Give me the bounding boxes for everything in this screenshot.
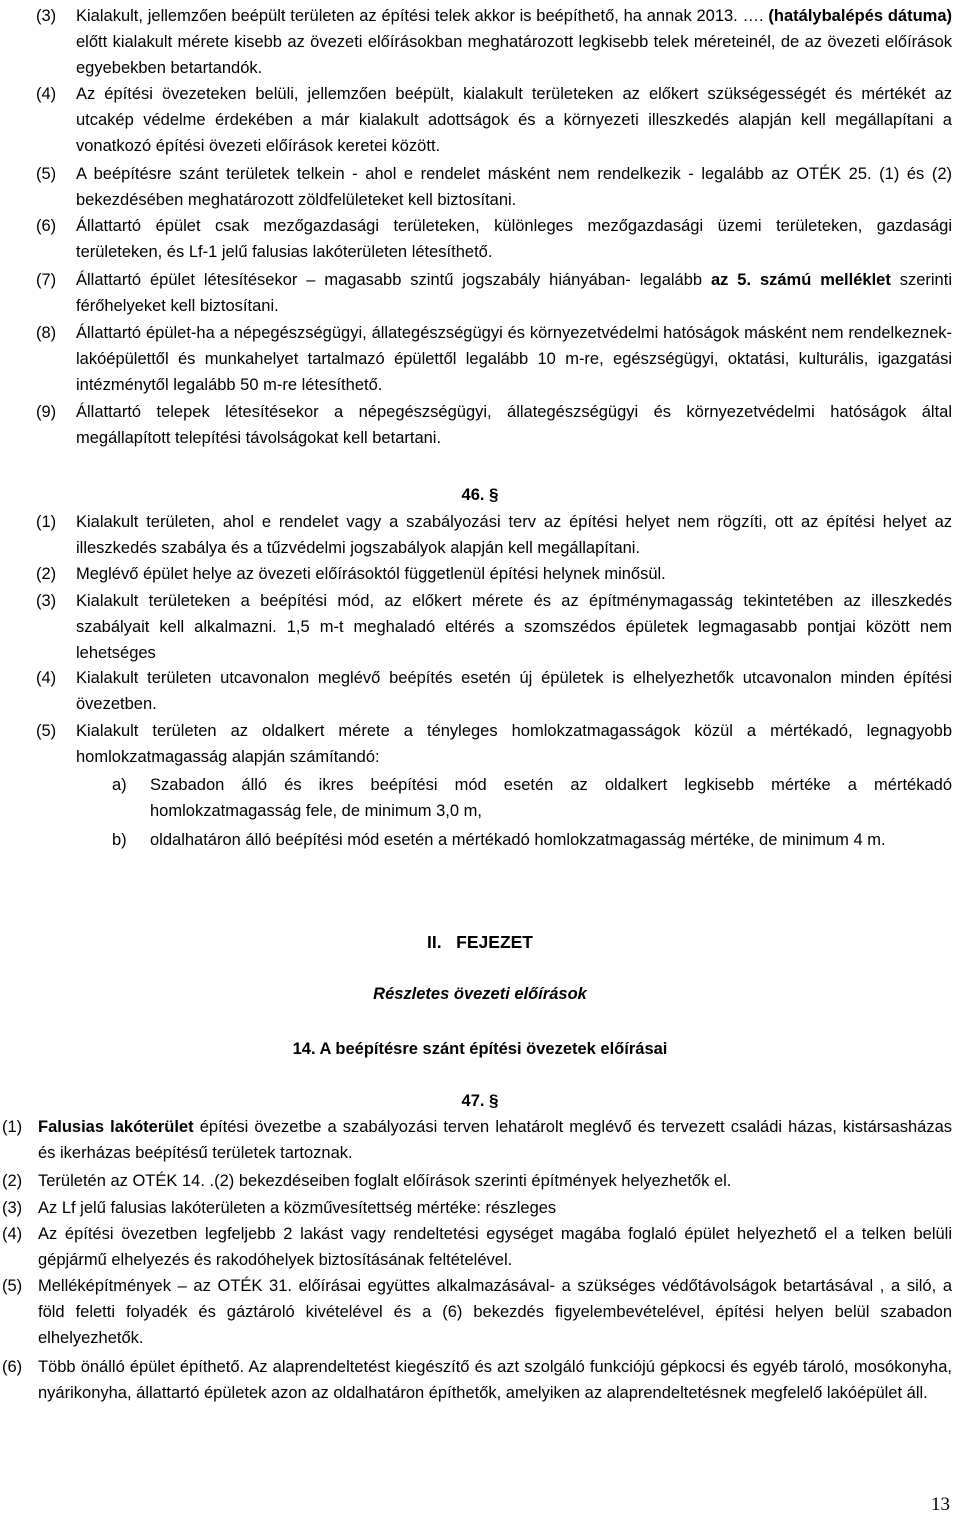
paragraph-number: (2) xyxy=(2,1172,23,1190)
paragraph-text: Az építési övezetben legfeljebb 2 lakást vagy rendeltetési egységet magába foglaló épület helyezhető el a telken belüli gépjármű elhelyezés és rakodóhelyek biztosításának feltételével. xyxy=(38,1225,952,1270)
paragraph-number: (4) xyxy=(36,85,57,103)
paragraph-text: Állattartó épület csak mezőgazdasági területeken, különleges mezőgazdasági üzemi területeken, gazdasági területeken, és Lf-1 jelű falusias lakóterületen létesíthető. xyxy=(76,217,952,262)
section-sign-icon xyxy=(488,485,498,503)
paragraph-text: Az építési övezeteken belüli, jellemzően beépült, kialakult területeken az előkert szükségességét és mértékét az utcakép védelme érdekében a már kialakult adottságok és a környezeti illeszkedés alapján kell megállapítani a vonatkozó építési övezeti előírások keretei között. xyxy=(76,85,952,156)
paragraph-number: (4) xyxy=(36,669,57,687)
paragraph-number: (5) xyxy=(2,1277,23,1295)
paragraph-number: (3) xyxy=(36,592,57,610)
subitem-letter: b) xyxy=(112,831,127,849)
paragraph-text: Több önálló épület építhető. Az alaprendeltetést kiegészítő és azt szolgáló funkciójú gépkocsi és egyéb tároló, mosókonyha, nyárikonyha, állattartó épületek azon az oldalhatáron építhetők, amelyiken az alaprendeltetésnek megfelelő lakóépület áll. xyxy=(38,1358,952,1403)
chapter-heading xyxy=(0,929,960,955)
subitem-letter: a) xyxy=(112,776,127,794)
paragraph-number: (6) xyxy=(36,217,57,235)
paragraph-5 xyxy=(36,161,952,213)
section-47-paragraph-5 xyxy=(2,1273,952,1352)
chapter-subtitle: Részletes övezeti előírások xyxy=(373,985,587,1003)
paragraph-text: Melléképítmények – az OTÉK 31. előírásai együttes alkalmazásával- a szükséges védőtávolságok betartásával , a siló, a föld feletti folyadék és gáztároló kivételével és a (6) bekezdés figyelembevételével, építési helyen belül szabadon elhelyezhetők. xyxy=(38,1277,952,1348)
chapter-number: II. xyxy=(426,932,442,952)
paragraph-number: (5) xyxy=(36,165,57,183)
paragraph-text: Falusias lakóterület építési övezetbe a szabályozási terven lehatárolt meglévő és tervezett családi házas, kistársasházas és ikerházas beépítésű területek tartoznak. xyxy=(38,1118,953,1163)
paragraph-text: Kialakult területen az oldalkert mérete a tényleges homlokzatmagasságok közül a mértékadó, legnagyobb homlokzatmagasság alapján számítandó: xyxy=(76,722,952,767)
paragraph-number: (4) xyxy=(2,1225,23,1243)
section-47-paragraph-6 xyxy=(2,1354,952,1406)
section-47-paragraph-3 xyxy=(2,1195,952,1221)
svg-text:§: § xyxy=(489,1091,499,1109)
section-47-heading: 47. § xyxy=(461,1091,499,1110)
svg-text:§: § xyxy=(489,485,499,503)
paragraph-9 xyxy=(36,399,952,451)
paragraph-text: A beépítésre szánt területek telkein - ahol e rendelet másként nem rendelkezik - legalább az OTÉK 25. (1) és (2) bekezdésében meghatározott zöldfelületeket kell biztosítani. xyxy=(76,165,952,210)
paragraph-text: Kialakult területen, ahol e rendelet vagy a szabályozási terv az építési helyet nem rögzíti, ott az építési helyet az illeszkedés szabálya és a tűzvédelmi jogszabályok alapján kell megállapítani. xyxy=(76,513,952,558)
section-46-paragraph-1 xyxy=(36,509,952,561)
paragraph-number: (6) xyxy=(2,1358,23,1376)
page-number: 13 xyxy=(931,1494,950,1515)
paragraph-4 xyxy=(36,81,952,160)
paragraph-text: Állattartó épület-ha a népegészségügyi, állategészségügyi és környezetvédelmi hatóságok másként nem rendelkeznek- lakóépülettől és munkahelyet tartalmazó épülettől legalább 10 m-re, egészségügyi, oktatási, kulturális, igazgatási intézménytől legalább 50 m-re létesíthető. xyxy=(76,324,952,395)
section-46-paragraph-4 xyxy=(36,665,952,717)
paragraph-6 xyxy=(36,213,952,265)
paragraph-number: (7) xyxy=(36,271,57,289)
section-title: 14. A beépítésre szánt építési övezetek előírásai xyxy=(292,1040,668,1058)
paragraph-number: (1) xyxy=(36,513,57,531)
section-47-paragraph-1 xyxy=(2,1114,952,1166)
section-47-paragraph-4 xyxy=(2,1221,952,1273)
chapter-title: FEJEZET xyxy=(456,932,533,952)
subitem-text: oldalhatáron álló beépítési mód esetén a mértékadó homlokzatmagasság mértéke, de minimum 4 m. xyxy=(150,831,886,849)
section-46-paragraph-5 xyxy=(36,718,952,770)
paragraph-number: (1) xyxy=(2,1118,23,1136)
paragraph-text: Állattartó épület létesítésekor – magasabb szintű jogszabály hiányában- legalább az 5. számú melléklet szerinti férőhelyeket kell biztosítani. xyxy=(76,271,952,316)
paragraph-text: Területén az OTÉK 14. .(2) bekezdéseiben foglalt előírások szerinti építmények helyezhetők el. xyxy=(38,1172,732,1190)
paragraph-text: Állattartó telepek létesítésekor a népegészségügyi, állategészségügyi és környezetvédelmi hatóságok által megállapított telepítési távolságokat kell betartani. xyxy=(76,403,952,448)
paragraph-number: (5) xyxy=(36,722,57,740)
paragraph-text: Meglévő épület helye az övezeti előírásoktól függetlenül építési helynek minősül. xyxy=(76,565,666,583)
section-sign-icon xyxy=(488,1091,498,1109)
paragraph-text: Kialakult, jellemzően beépült területen az építési telek akkor is beépíthető, ha annak 2013. …. (hatálybalépés dátuma) előtt kialakult mérete kisebb az övezeti előírásokban meghatározott legkisebb telek méreteinél, de az övezeti előírások egyebekben betartandók. xyxy=(76,7,952,78)
paragraph-number: (8) xyxy=(36,324,57,342)
paragraph-text: Kialakult területen utcavonalon meglévő beépítés esetén új épületek is elhelyezhetők utcavonalon minden építési övezetben. xyxy=(76,669,952,714)
paragraph-number: (9) xyxy=(36,403,57,421)
paragraph-text: Az Lf jelű falusias lakóterületen a közművesítettség mértéke: részleges xyxy=(38,1199,557,1217)
section-46-subitem-b xyxy=(112,827,952,853)
paragraph-number: (2) xyxy=(36,565,57,583)
paragraph-8 xyxy=(36,320,952,399)
paragraph-number: (3) xyxy=(2,1199,23,1217)
section-47-paragraph-2 xyxy=(2,1168,952,1194)
section-46-paragraph-2 xyxy=(36,561,952,587)
paragraph-text: Kialakult területeken a beépítési mód, az előkert mérete és az építménymagasság tekintetében az illeszkedés szabályait kell alkalmazni. 1,5 m-t meghaladó eltérés a szomszédos épületek legmagasabb pontjai között nem lehetséges xyxy=(76,592,952,663)
paragraph-number: (3) xyxy=(36,7,57,25)
section-46-subitem-a xyxy=(112,772,952,824)
section-46-heading: 46. § xyxy=(461,485,499,504)
section-46-paragraph-3 xyxy=(36,588,952,667)
subitem-text: Szabadon álló és ikres beépítési mód esetén az oldalkert legkisebb mértéke a mértékadó homlokzatmagasság fele, de minimum 3,0 m, xyxy=(150,776,952,821)
paragraph-3 xyxy=(36,3,952,82)
paragraph-7 xyxy=(36,267,952,319)
